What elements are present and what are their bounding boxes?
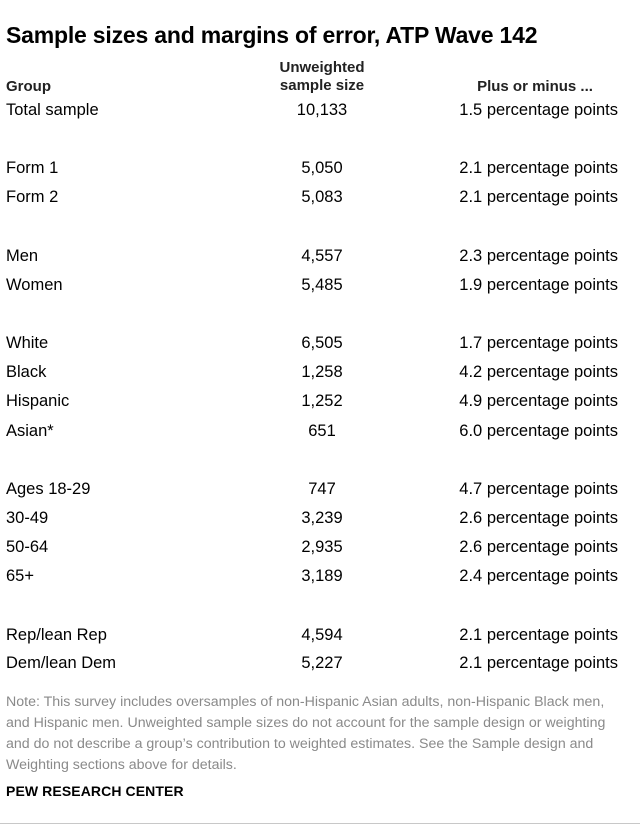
row-sample-size: 1,252 xyxy=(301,392,343,410)
row-margin-of-error: 2.1 percentage points xyxy=(459,654,618,672)
row-sample-size: 5,227 xyxy=(301,654,343,672)
row-group: Asian* xyxy=(6,422,54,440)
row-group: 50-64 xyxy=(6,538,49,556)
table-row xyxy=(0,626,640,648)
row-margin-of-error: 1.5 percentage points xyxy=(459,101,618,119)
row-group: 30-49 xyxy=(6,509,49,527)
source-credit: PEW RESEARCH CENTER xyxy=(6,783,184,799)
row-sample-size: 5,083 xyxy=(301,188,343,206)
header-sample-size xyxy=(252,59,392,95)
row-sample-size: 747 xyxy=(308,480,336,498)
row-sample-size: 1,258 xyxy=(301,363,343,381)
row-group: Total sample xyxy=(6,101,99,119)
table-row xyxy=(0,101,640,123)
row-margin-of-error: 2.6 percentage points xyxy=(459,538,618,556)
row-sample-size: 3,189 xyxy=(301,567,343,585)
table-row xyxy=(0,422,640,444)
row-sample-size: 4,557 xyxy=(301,247,343,265)
row-sample-size: 2,935 xyxy=(301,538,343,556)
row-margin-of-error: 6.0 percentage points xyxy=(459,422,618,440)
table-row xyxy=(0,654,640,676)
row-margin-of-error: 2.1 percentage points xyxy=(459,626,618,644)
row-margin-of-error: 1.9 percentage points xyxy=(459,276,618,294)
table-row xyxy=(0,480,640,502)
table-row xyxy=(0,538,640,560)
row-group: Ages 18-29 xyxy=(6,480,91,498)
table-row xyxy=(0,334,640,356)
table-title: Sample sizes and margins of error, ATP Wave 142 xyxy=(6,22,538,48)
bottom-divider xyxy=(0,823,640,824)
row-margin-of-error: 1.7 percentage points xyxy=(459,334,618,352)
row-sample-size: 5,485 xyxy=(301,276,343,294)
row-margin-of-error: 2.3 percentage points xyxy=(459,247,618,265)
table-row xyxy=(0,392,640,414)
table-row xyxy=(0,276,640,298)
row-group: Women xyxy=(6,276,63,294)
table-row xyxy=(0,363,640,385)
header-group: Group xyxy=(6,78,51,95)
row-sample-size: 6,505 xyxy=(301,334,343,352)
table-row xyxy=(0,509,640,531)
header-margin-of-error: Plus or minus ... xyxy=(477,78,593,95)
row-group: Form 2 xyxy=(6,188,59,206)
row-sample-size: 5,050 xyxy=(301,159,343,177)
row-group: White xyxy=(6,334,49,352)
row-margin-of-error: 4.9 percentage points xyxy=(459,392,618,410)
row-group: Dem/lean Dem xyxy=(6,654,117,672)
row-group: 65+ xyxy=(6,567,34,585)
row-margin-of-error: 4.7 percentage points xyxy=(459,480,618,498)
header-sample-size-line2: sample size xyxy=(279,77,365,94)
footnote: Note: This survey includes oversamples of non-Hispanic Asian adults, non-Hispanic Black men, and Hispanic men. Unweighted sample sizes do not account for the sample design or weighting and do not describe a group’s contribution to weighted estimates. See the Sample design and Weighting sections above for details. xyxy=(6,694,606,773)
row-sample-size: 4,594 xyxy=(301,626,343,644)
row-margin-of-error: 4.2 percentage points xyxy=(459,363,618,381)
row-sample-size: 3,239 xyxy=(301,509,343,527)
table-row xyxy=(0,247,640,269)
row-sample-size: 10,133 xyxy=(296,101,348,119)
table-row xyxy=(0,567,640,589)
row-margin-of-error: 2.1 percentage points xyxy=(459,159,618,177)
row-group: Hispanic xyxy=(6,392,70,410)
table-row xyxy=(0,159,640,181)
row-margin-of-error: 2.1 percentage points xyxy=(459,188,618,206)
table-row xyxy=(0,188,640,210)
header-sample-size-line1: Unweighted xyxy=(279,59,365,76)
row-group: Black xyxy=(6,363,47,381)
row-margin-of-error: 2.4 percentage points xyxy=(459,567,618,585)
row-group: Rep/lean Rep xyxy=(6,626,107,644)
row-group: Men xyxy=(6,247,39,265)
row-sample-size: 651 xyxy=(308,422,336,440)
row-group: Form 1 xyxy=(6,159,59,177)
row-margin-of-error: 2.6 percentage points xyxy=(459,509,618,527)
